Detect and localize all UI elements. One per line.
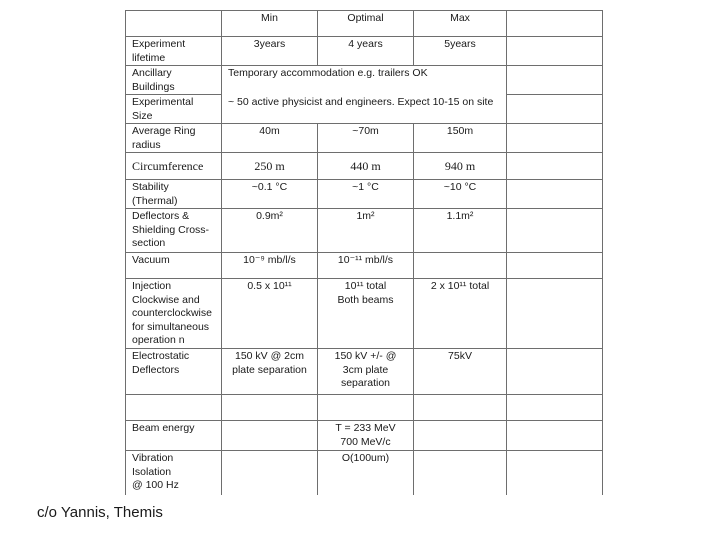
radius-optimal: ~70m — [318, 124, 414, 153]
circumference-min: 250 m — [222, 153, 318, 180]
extra-cell — [507, 253, 603, 279]
ancillary-span: Temporary accommodation e.g. trailers OK — [222, 66, 507, 95]
extra-cell — [507, 279, 603, 349]
row-label: Injection Clockwise and counterclockwise for simultaneous operation n — [126, 279, 222, 349]
circumference-max: 940 m — [414, 153, 507, 180]
row-label: Stability (Thermal) — [126, 180, 222, 209]
table-row-stability — [126, 180, 603, 209]
stability-max: ~10 °C — [414, 180, 507, 209]
header-row — [126, 11, 603, 37]
credit-caption: c/o Yannis, Themis — [37, 504, 163, 521]
row-label: Average Ring radius — [126, 124, 222, 153]
table-row-injection — [126, 279, 603, 349]
table-row-empty — [126, 395, 603, 421]
table-row-vacuum — [126, 253, 603, 279]
table-row-ancillary — [126, 66, 603, 95]
stability-optimal: ~1 °C — [318, 180, 414, 209]
extra-cell — [507, 95, 603, 124]
row-label: Electrostatic Deflectors — [126, 349, 222, 395]
header-extra-cell — [507, 11, 603, 37]
vacuum-min: 10⁻⁹ mb/l/s — [222, 253, 318, 279]
header-corner-cell — [126, 11, 222, 37]
electrostatic-min: 150 kV @ 2cm plate separation — [222, 349, 318, 395]
lifetime-optimal: 4 years — [318, 37, 414, 66]
extra-cell — [507, 451, 603, 495]
row-label: Experiment lifetime — [126, 37, 222, 66]
header-max: Max — [414, 11, 507, 37]
vibration-min — [222, 451, 318, 495]
row-label: Experimental Size — [126, 95, 222, 124]
injection-max: 2 x 10¹¹ total — [414, 279, 507, 349]
vibration-max — [414, 451, 507, 495]
empty-cell — [222, 395, 318, 421]
extra-cell — [507, 37, 603, 66]
deflectors-optimal: 1m² — [318, 209, 414, 253]
row-label — [126, 395, 222, 421]
vacuum-optimal: 10⁻¹¹ mb/l/s — [318, 253, 414, 279]
row-label: Vacuum — [126, 253, 222, 279]
lifetime-max: 5years — [414, 37, 507, 66]
requirements-table — [125, 10, 603, 495]
vibration-optimal: O(100um) — [318, 451, 414, 495]
table-row-deflectors — [126, 209, 603, 253]
row-label: Deflectors & Shielding Cross- section — [126, 209, 222, 253]
empty-cell — [318, 395, 414, 421]
electrostatic-optimal: 150 kV +/- @ 3cm plate separation — [318, 349, 414, 395]
extra-cell — [507, 153, 603, 180]
row-label: Beam energy — [126, 421, 222, 451]
extra-cell — [507, 395, 603, 421]
table-row-radius — [126, 124, 603, 153]
empty-cell — [414, 395, 507, 421]
extra-cell — [507, 421, 603, 451]
vacuum-max — [414, 253, 507, 279]
circumference-optimal: 440 m — [318, 153, 414, 180]
beam-energy-optimal: T = 233 MeV 700 MeV/c — [318, 421, 414, 451]
extra-cell — [507, 124, 603, 153]
radius-min: 40m — [222, 124, 318, 153]
table-row-vibration — [126, 451, 603, 495]
table-row-electrostatic — [126, 349, 603, 395]
row-label: Vibration Isolation @ 100 Hz — [126, 451, 222, 495]
extra-cell — [507, 180, 603, 209]
table-row-lifetime — [126, 37, 603, 66]
extra-cell — [507, 66, 603, 95]
table-row-size — [126, 95, 603, 124]
electrostatic-max: 75kV — [414, 349, 507, 395]
table-row-beam-energy — [126, 421, 603, 451]
beam-energy-max — [414, 421, 507, 451]
injection-optimal: 10¹¹ total Both beams — [318, 279, 414, 349]
deflectors-min: 0.9m² — [222, 209, 318, 253]
header-optimal: Optimal — [318, 11, 414, 37]
injection-min: 0.5 x 10¹¹ — [222, 279, 318, 349]
extra-cell — [507, 209, 603, 253]
header-min: Min — [222, 11, 318, 37]
beam-energy-min — [222, 421, 318, 451]
table-row-circumference — [126, 153, 603, 180]
deflectors-max: 1.1m² — [414, 209, 507, 253]
radius-max: 150m — [414, 124, 507, 153]
row-label: Ancillary Buildings — [126, 66, 222, 95]
stability-min: ~0.1 °C — [222, 180, 318, 209]
lifetime-min: 3years — [222, 37, 318, 66]
size-span: ~ 50 active physicist and engineers. Expect 10-15 on site — [222, 95, 507, 124]
extra-cell — [507, 349, 603, 395]
row-label: Circumference — [126, 153, 222, 180]
